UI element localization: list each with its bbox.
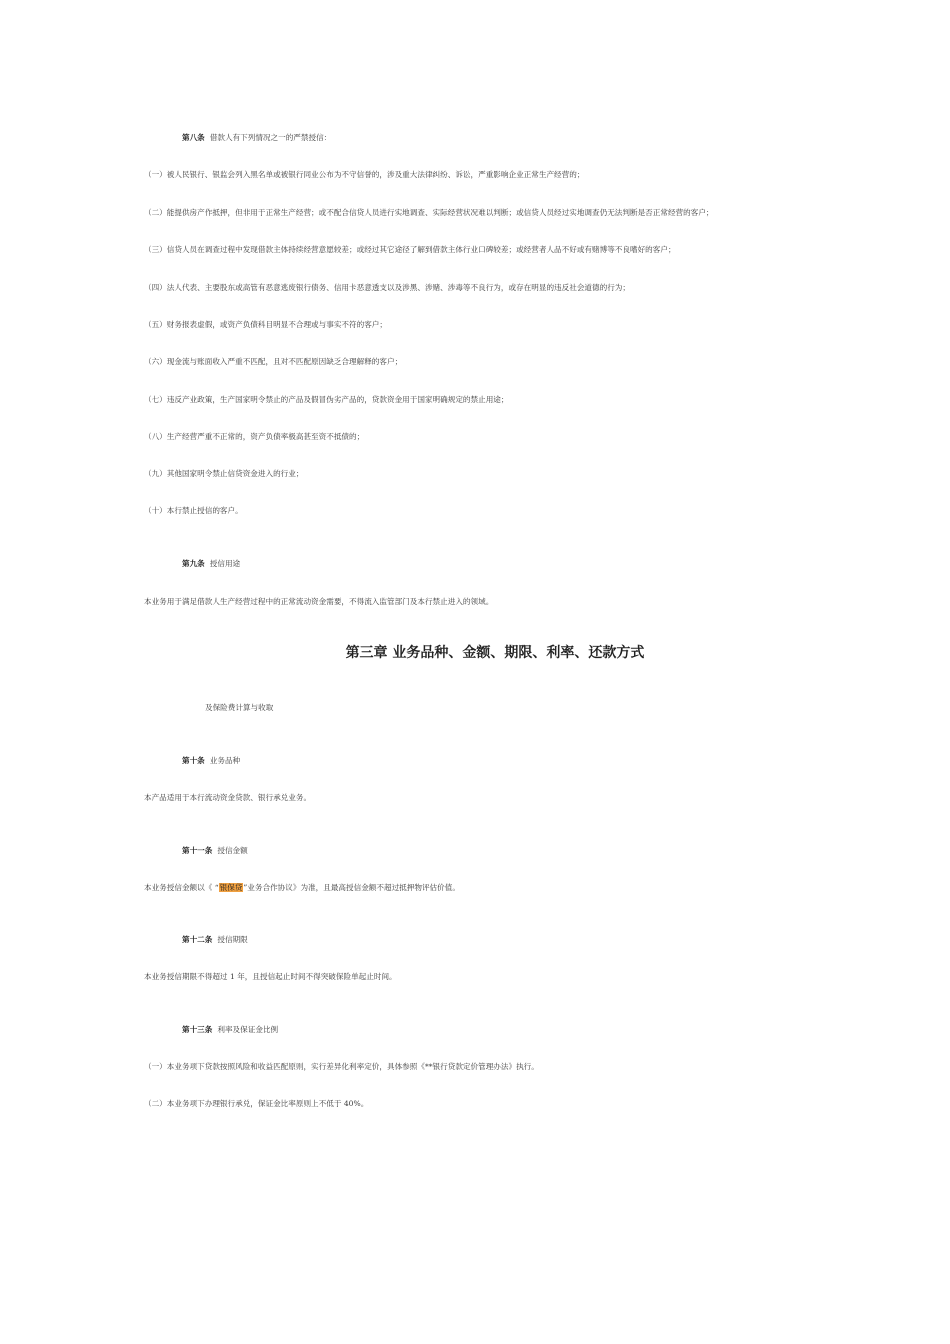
article-10-title: 业务品种 bbox=[209, 756, 241, 765]
article-10-heading bbox=[182, 756, 240, 766]
article-8-item-10: （十）本行禁止授信的客户。 bbox=[144, 506, 243, 515]
article-8-number: 第八条 bbox=[182, 133, 205, 142]
article-8-heading bbox=[182, 133, 331, 143]
article-12-body: 本业务授信期限不得超过 1 年，且授信起止时间不得突破保险单起止时间。 bbox=[144, 972, 397, 981]
article-8-item-3: （三）信贷人员在调查过程中发现借款主体持续经营意愿较差；或经过其它途径了解到借款主体行业口碑较差；或经营者人品不好或有赌博等不良嗜好的客户； bbox=[144, 245, 676, 254]
article-9-number: 第九条 bbox=[182, 559, 205, 568]
article-8-item-6: （六）现金流与账面收入严重不匹配，且对不匹配原因缺乏合理解释的客户； bbox=[144, 357, 403, 366]
article-11-body-pre: 本业务授信金额以《 “ bbox=[144, 883, 219, 892]
article-12-title: 授信期限 bbox=[217, 935, 248, 944]
article-8-item-4: （四）法人代表、主要股东或高管有恶意逃废银行债务、信用卡恶意透支以及涉黑、涉赌、涉毒等不良行为，或存在明显的违反社会道德的行为； bbox=[144, 283, 630, 292]
product-name-highlight: 银保贷 bbox=[219, 883, 243, 892]
article-11-number: 第十一条 bbox=[182, 846, 213, 855]
article-9-title: 授信用途 bbox=[209, 559, 241, 568]
article-10-number: 第十条 bbox=[182, 756, 205, 765]
article-9-body: 本业务用于满足借款人生产经营过程中的正常流动资金需要，不得流入监管部门及本行禁止进入的领域。 bbox=[144, 597, 494, 606]
article-11-body-post: ”业务合作协议》为准，且最高授信金额不超过抵押物评估价值。 bbox=[243, 883, 460, 892]
article-13-number: 第十三条 bbox=[182, 1025, 213, 1034]
article-8-item-5: （五）财务报表虚假，或资产负债科目明显不合理或与事实不符的客户； bbox=[144, 320, 387, 329]
article-11-title: 授信金额 bbox=[217, 846, 248, 855]
article-10-body: 本产品适用于本行流动资金贷款、银行承兑业务。 bbox=[144, 793, 312, 802]
article-12-heading bbox=[182, 935, 248, 945]
chapter-3-title: 第三章 业务品种、金额、期限、利率、还款方式 bbox=[345, 645, 645, 661]
article-8-title: 借款人有下列情况之一的严禁授信： bbox=[209, 133, 332, 142]
article-11-body bbox=[144, 883, 460, 893]
article-12-number: 第十二条 bbox=[182, 935, 213, 944]
article-13-heading bbox=[182, 1025, 278, 1035]
article-9-heading bbox=[182, 559, 240, 569]
article-8-item-8: （八）生产经营严重不正常的，资产负债率极高甚至资不抵债的； bbox=[144, 432, 365, 441]
article-8-item-1: （一）被人民银行、银监会列入黑名单或被银行同业公布为不守信誉的，涉及重大法律纠纷、诉讼，严重影响企业正常生产经营的； bbox=[144, 170, 585, 179]
chapter-3-subtitle: 及保险费计算与收取 bbox=[205, 703, 274, 712]
article-8-item-7: （七）违反产业政策，生产国家明令禁止的产品及假冒伪劣产品的，贷款资金用于国家明确规定的禁止用途； bbox=[144, 395, 509, 404]
article-13-title: 利率及保证金比例 bbox=[217, 1025, 279, 1034]
article-8-item-2: （二）能提供房产作抵押，但非用于正常生产经营；或不配合信贷人员进行实地调查、实际经营状况难以判断；或信贷人员经过实地调查仍无法判断是否正常经营的客户； bbox=[144, 208, 714, 217]
article-13-item-1: （一）本业务项下贷款按照风险和收益匹配原则，实行差异化利率定价，具体参照《**银行贷款定价管理办法》执行。 bbox=[144, 1062, 539, 1071]
article-11-heading bbox=[182, 846, 248, 856]
article-13-item-2: （二）本业务项下办理银行承兑，保证金比率原则上不低于 40%。 bbox=[144, 1099, 369, 1108]
article-8-item-9: （九）其他国家明令禁止信贷资金进入的行业； bbox=[144, 469, 304, 478]
